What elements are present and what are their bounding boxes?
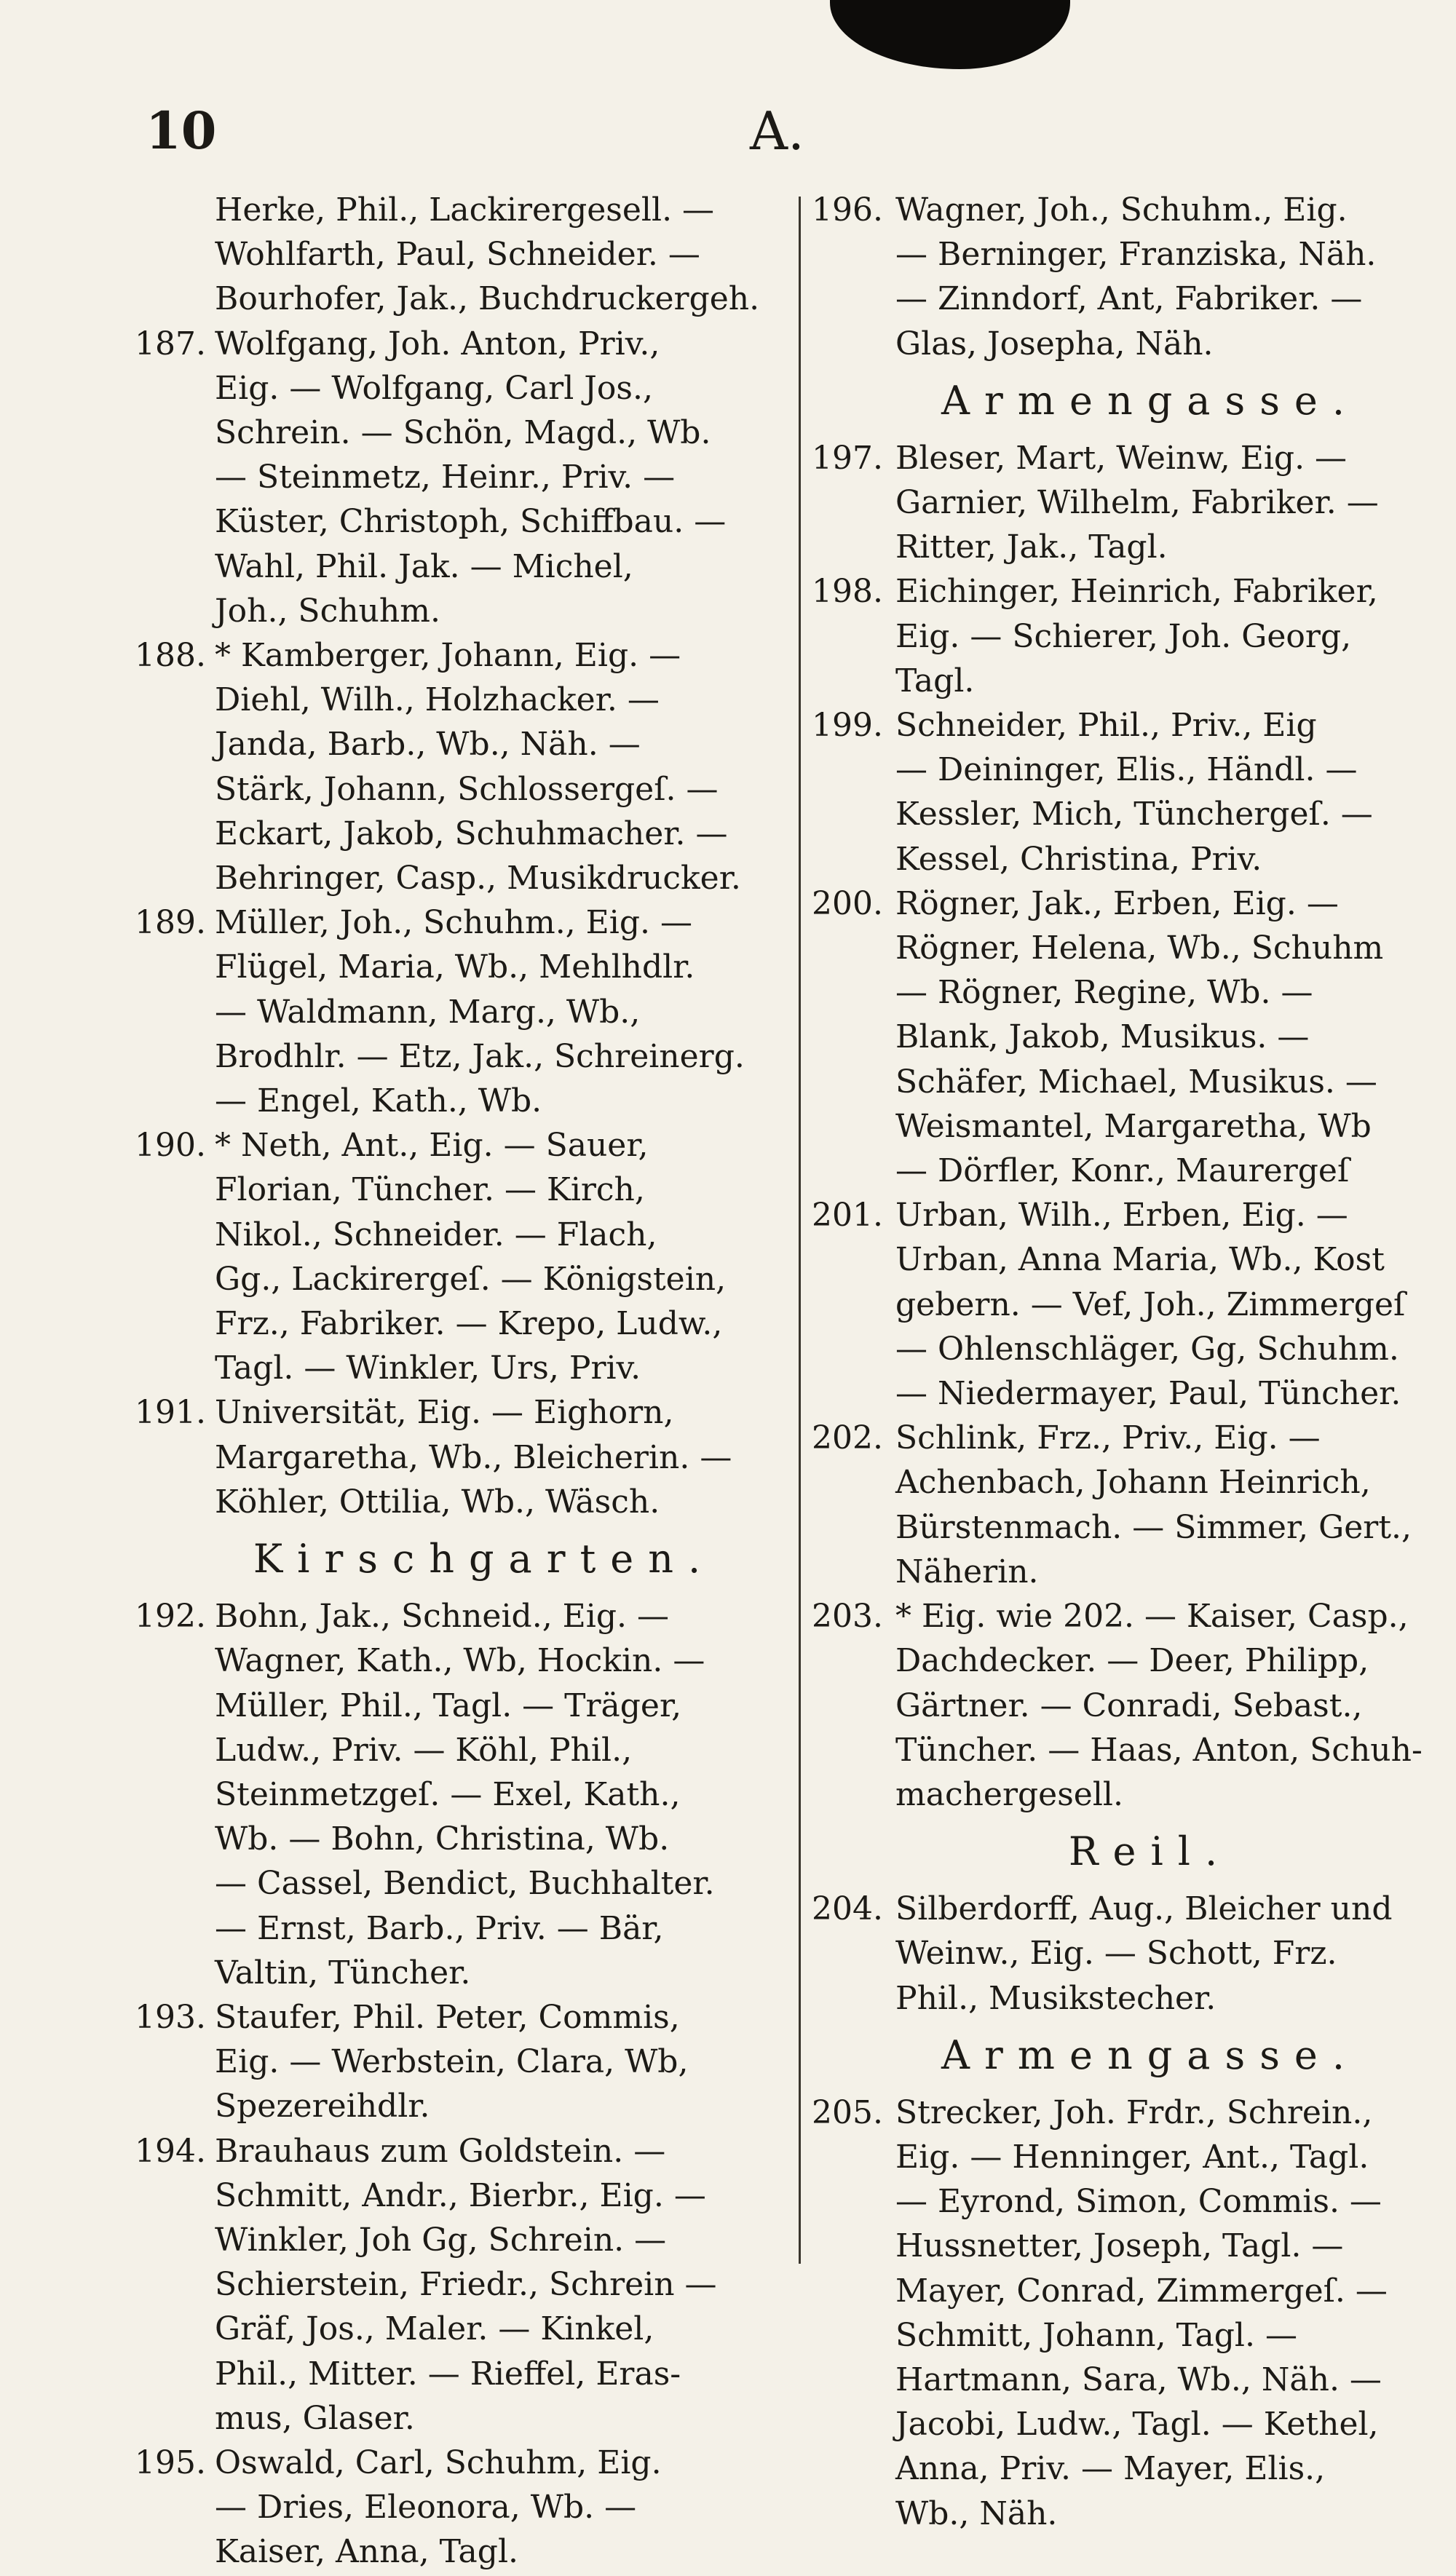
entry-line: Nikol., Schneider. — Flach, <box>215 1216 657 1253</box>
entry-line: Weinw., Eig. — Schott, Frz. <box>895 1935 1337 1973</box>
entry-line: Schneider, Phil., Priv., Eig <box>895 707 1317 745</box>
entry-line: — Steinmetz, Heinr., Priv. — <box>215 459 676 496</box>
entry-line: Stärk, Johann, Schlossergeſ. — <box>215 770 719 808</box>
entry-line: Schmitt, Andr., Bierbr., Eig. — <box>215 2176 706 2214</box>
entry-line: Schlink, Frz., Priv., Eig. — <box>895 1419 1321 1457</box>
entry-line: Wagner, Joh., Schuhm., Eig. <box>895 191 1348 229</box>
house-number: 194. <box>135 2132 206 2170</box>
directory-entry <box>812 2090 1445 2536</box>
entry-line: Wb. — Bohn, Christina, Wb. <box>215 1820 670 1858</box>
entry-line: Bohn, Jak., Schneid., Eig. — <box>215 1598 669 1636</box>
house-number: 200. <box>812 884 883 922</box>
entry-line: Dachdecker. — Deer, Philipp, <box>895 1642 1369 1680</box>
entry-line: — Cassel, Bendict, Buchhalter. <box>215 1865 715 1903</box>
entry-line: Kessel, Christina, Priv. <box>895 840 1262 878</box>
street-heading: Armengasse. <box>941 377 1360 424</box>
entry-line: Müller, Joh., Schuhm., Eig. — <box>215 904 692 942</box>
entry-line: — Ernst, Barb., Priv. — Bär, <box>215 1909 664 1947</box>
entry-line: — Eyrond, Simon, Commis. — <box>895 2183 1382 2221</box>
house-number: 188. <box>135 637 206 675</box>
house-number: 193. <box>135 1998 206 2036</box>
entry-line: Steinmetzgeſ. — Exel, Kath., <box>215 1775 681 1813</box>
entry-line: Tüncher. — Haas, Anton, Schuh- <box>895 1731 1423 1769</box>
entry-line: Urban, Wilh., Erben, Eig. — <box>895 1197 1348 1235</box>
entry-line: Wb., Näh. <box>895 2494 1058 2532</box>
directory-entry <box>812 569 1445 703</box>
entry-line: Universität, Eig. — Eighorn, <box>215 1394 674 1432</box>
page-number: 10 <box>146 100 217 161</box>
entry-line: Jacobi, Ludw., Tagl. — Kethel, <box>895 2406 1379 2444</box>
entry-line: Joh., Schuhm. <box>215 592 440 630</box>
entry-line: Weismantel, Margaretha, Wb <box>895 1107 1372 1145</box>
house-number: 192. <box>135 1598 206 1636</box>
entry-line: Winkler, Joh Gg, Schrein. — <box>215 2221 667 2259</box>
directory-entry <box>135 2441 790 2575</box>
entry-line: Bleser, Mart, Weinw, Eig. — <box>895 439 1348 477</box>
entry-line: — Niedermayer, Paul, Tüncher. <box>895 1375 1401 1413</box>
house-number: 205. <box>812 2093 883 2131</box>
directory-entry <box>812 188 1445 366</box>
house-number: 204. <box>812 1890 883 1928</box>
entry-line: Mayer, Conrad, Zimmergeſ. — <box>895 2272 1388 2310</box>
street-heading: Reil. <box>1068 1828 1233 1875</box>
entry-line: Flügel, Maria, Wb., Mehlhdlr. <box>215 948 695 986</box>
directory-entry <box>135 900 790 1123</box>
entry-line: — Deininger, Elis., Händl. — <box>895 751 1358 789</box>
entry-line: Näherin. <box>895 1553 1039 1590</box>
entry-line: Brauhaus zum Goldstein. — <box>215 2132 666 2170</box>
entry-line: Eig. — Henninger, Ant., Tagl. <box>895 2138 1369 2176</box>
entry-line: Herke, Phil., Lackirergesell. — <box>215 191 715 229</box>
entry-line: Spezereihdlr. <box>215 2088 430 2125</box>
house-number: 202. <box>812 1419 883 1457</box>
entry-line: Köhler, Ottilia, Wb., Wäsch. <box>215 1483 660 1521</box>
entry-line: Rögner, Helena, Wb., Schuhm <box>895 930 1384 967</box>
entry-line: Tagl. <box>895 662 975 700</box>
entry-line: Ritter, Jak., Tagl. <box>895 528 1168 566</box>
right-column <box>812 188 1445 2547</box>
entry-line: * Kamberger, Johann, Eig. — <box>215 637 681 675</box>
entry-line: Garnier, Wilhelm, Fabriker. — <box>895 484 1379 522</box>
entry-line: — Engel, Kath., Wb. <box>215 1082 542 1120</box>
house-number: 201. <box>812 1197 883 1235</box>
house-number: 195. <box>135 2444 206 2481</box>
page-header <box>0 95 1456 175</box>
directory-entry <box>135 188 790 322</box>
directory-entry <box>135 633 790 900</box>
entry-line: — Dries, Eleonora, Wb. — <box>215 2489 637 2527</box>
house-number: 197. <box>812 439 883 477</box>
entry-line: Eckart, Jakob, Schuhmacher. — <box>215 815 728 852</box>
entry-line: Frz., Fabriker. — Krepo, Ludw., <box>215 1305 723 1343</box>
entry-line: Schäfer, Michael, Musikus. — <box>895 1063 1377 1101</box>
entry-line: * Neth, Ant., Eig. — Sauer, <box>215 1127 649 1165</box>
column-divider <box>799 197 801 2264</box>
directory-entry <box>812 1416 1445 1594</box>
entry-line: Phil., Mitter. — Rieffel, Eras- <box>215 2355 681 2393</box>
entry-line: Eig. — Werbstein, Clara, Wb, <box>215 2043 689 2081</box>
entry-line: — Dörfler, Konr., Maurergeſ <box>895 1152 1350 1190</box>
entry-line: Brodhlr. — Etz, Jak., Schreinerg. <box>215 1037 745 1075</box>
entry-line: Schrein. — Schön, Magd., Wb. <box>215 414 711 452</box>
entry-line: — Berninger, Franziska, Näh. <box>895 236 1377 274</box>
house-number: 191. <box>135 1394 206 1432</box>
house-number: 187. <box>135 325 206 362</box>
entry-line: Schmitt, Johann, Tagl. — <box>895 2316 1297 2354</box>
entry-line: Eig. — Schierer, Joh. Georg, <box>895 617 1352 655</box>
street-heading: Kirschgarten. <box>253 1536 716 1582</box>
entry-line: Ludw., Priv. — Köhl, Phil., <box>215 1731 633 1769</box>
entry-line: Eig. — Wolfgang, Carl Jos., <box>215 369 653 407</box>
directory-entry <box>812 703 1445 881</box>
directory-entry <box>135 1995 790 2129</box>
running-head: A. <box>750 100 804 162</box>
entry-line: Florian, Tüncher. — Kirch, <box>215 1171 645 1209</box>
entry-line: Rögner, Jak., Erben, Eig. — <box>895 884 1339 922</box>
entry-line: Urban, Anna Maria, Wb., Kost <box>895 1241 1385 1279</box>
entry-line: Eichinger, Heinrich, Fabriker, <box>895 573 1378 611</box>
entry-line: Gärtner. — Conradi, Sebast., <box>895 1687 1363 1724</box>
entry-line: Diehl, Wilh., Holzhacker. — <box>215 681 660 719</box>
entry-line: Achenbach, Johann Heinrich, <box>895 1464 1371 1502</box>
house-number: 196. <box>812 191 883 229</box>
entry-line: Kaiser, Anna, Tagl. <box>215 2533 519 2571</box>
entry-line: gebern. — Vef, Joh., Zimmergeſ <box>895 1285 1406 1323</box>
house-number: 203. <box>812 1598 883 1636</box>
entry-line: Margaretha, Wb., Bleicherin. — <box>215 1438 732 1476</box>
entry-line: Gg., Lackirergeſ. — Königstein, <box>215 1260 727 1298</box>
entry-line: Janda, Barb., Wb., Näh. — <box>215 726 641 764</box>
entry-line: — Waldmann, Marg., Wb., <box>215 993 641 1031</box>
entry-line: Wagner, Kath., Wb, Hockin. — <box>215 1642 705 1680</box>
entry-line: Müller, Phil., Tagl. — Träger, <box>215 1687 682 1724</box>
entry-line: Staufer, Phil. Peter, Commis, <box>215 1998 680 2036</box>
entry-line: Wolfgang, Joh. Anton, Priv., <box>215 325 660 362</box>
entry-line: mus, Glaser. <box>215 2399 415 2437</box>
entry-line: Küster, Christoph, Schiffbau. — <box>215 503 727 541</box>
house-number: 198. <box>812 573 883 611</box>
entry-line: Oswald, Carl, Schuhm, Eig. <box>215 2444 662 2481</box>
entry-line: — Ohlenschläger, Gg, Schuhm. <box>895 1330 1399 1368</box>
entry-line: Valtin, Tüncher. <box>215 1954 471 1992</box>
street-heading: Armengasse. <box>941 2032 1360 2078</box>
house-number: 199. <box>812 707 883 745</box>
left-column <box>135 188 790 2571</box>
directory-entry <box>812 881 1445 1193</box>
directory-entry <box>812 436 1445 570</box>
directory-entry <box>135 2129 790 2441</box>
entry-line: Silberdorff, Aug., Bleicher und <box>895 1890 1393 1928</box>
entry-line: Hussnetter, Joseph, Tagl. — <box>895 2227 1344 2265</box>
house-number: 189. <box>135 904 206 942</box>
entry-line: Wahl, Phil. Jak. — Michel, <box>215 547 633 585</box>
entry-line: Anna, Priv. — Mayer, Elis., <box>895 2450 1326 2488</box>
entry-line: Strecker, Joh. Frdr., Schrein., <box>895 2093 1373 2131</box>
entry-line: Bourhofer, Jak., Buchdruckergeh. <box>215 280 760 318</box>
entry-line: Blank, Jakob, Musikus. — <box>895 1018 1310 1056</box>
entry-line: Behringer, Casp., Musikdrucker. <box>215 860 741 897</box>
entry-line: Kessler, Mich, Tünchergeſ. — <box>895 796 1373 833</box>
entry-line: Schierstein, Friedr., Schrein — <box>215 2266 717 2304</box>
directory-entry <box>135 1390 790 1524</box>
directory-entry <box>135 322 790 633</box>
directory-entry <box>812 1594 1445 1817</box>
directory-entry <box>812 1887 1445 2021</box>
entry-line: * Eig. wie 202. — Kaiser, Casp., <box>895 1598 1409 1636</box>
directory-entry <box>812 1193 1445 1416</box>
entry-line: Gräf, Jos., Maler. — Kinkel, <box>215 2310 654 2348</box>
ink-stain <box>830 0 1070 69</box>
directory-entry <box>135 1594 790 1995</box>
entry-line: Wohlfarth, Paul, Schneider. — <box>215 236 700 274</box>
entry-line: Bürstenmach. — Simmer, Gert., <box>895 1508 1412 1546</box>
entry-line: Glas, Josepha, Näh. <box>895 325 1214 362</box>
entry-line: machergesell. <box>895 1775 1123 1813</box>
entry-line: — Rögner, Regine, Wb. — <box>895 974 1313 1012</box>
entry-line: — Zinndorf, Ant, Fabriker. — <box>895 280 1363 318</box>
house-number: 190. <box>135 1127 206 1165</box>
entry-line: Phil., Musikstecher. <box>895 1979 1216 2017</box>
entry-line: Tagl. — Winkler, Urs, Priv. <box>215 1350 641 1387</box>
directory-entry <box>135 1123 790 1390</box>
entry-line: Hartmann, Sara, Wb., Näh. — <box>895 2361 1382 2398</box>
